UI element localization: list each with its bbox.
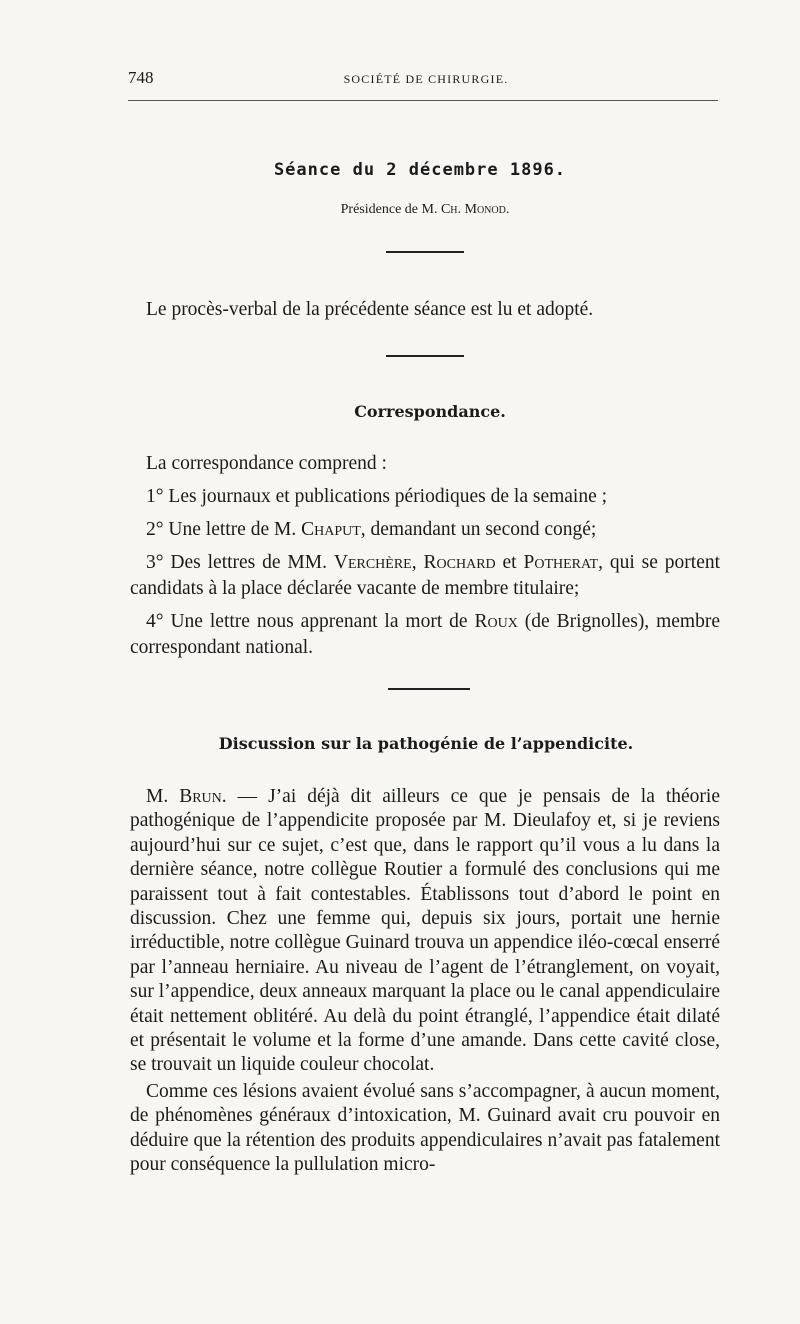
item-3-sep-1: , [411, 552, 424, 573]
separator-rule-3 [388, 688, 470, 690]
president-name: Ch. Monod. [440, 202, 510, 217]
speaker-name: Brun [179, 786, 222, 807]
item-4-suffix: (de Brignolles), membre correspondant national. [130, 611, 720, 658]
item-2-prefix: 2° Une lettre de M. [146, 519, 302, 540]
minutes-text: Le procès-verbal de la précédente séance est lu et adopté. [146, 299, 594, 320]
separator-rule-1 [386, 251, 464, 253]
item-3-name-1: Verchère [333, 552, 412, 573]
page-header [128, 68, 724, 94]
correspondance-block [130, 451, 720, 661]
item-3-prefix: 3° Des lettres de MM. [146, 552, 334, 573]
item-3-suffix: , qui se portent candidats à la place déclarée vacante de membre titulaire; [130, 552, 721, 599]
item-4-prefix: 4° Une lettre nous apprenant la mort de [146, 611, 475, 632]
correspondance-item-4 [130, 609, 720, 661]
correspondance-heading: Correspondance. [354, 402, 506, 421]
separator-rule-2 [386, 355, 464, 357]
header-rule [128, 100, 718, 101]
discussion-heading: Discussion sur la pathogénie de l’appendicite. [218, 734, 634, 753]
item-3-name-3: Potherat [523, 552, 599, 573]
correspondance-intro: La correspondance comprend : [146, 453, 387, 474]
page-number: 748 [128, 68, 154, 87]
item-4-name: Roux [474, 611, 518, 632]
correspondance-item-3 [130, 550, 720, 602]
correspondance-item-1: 1° Les journaux et publications périodiques de la semaine ; [146, 486, 608, 507]
discussion-paragraph-2: Comme ces lésions avaient évolué sans s’accompagner, à aucun moment, de phénomènes généraux d’intoxication, M. Guinard avait cru pouvoir en déduire que la rétention des produits appendiculaires n’avait pas fatalement pour conséquence la pullulation micro- [130, 1080, 720, 1176]
discussion-block [130, 785, 720, 1178]
session-title: Séance du 2 décembre 1896. [273, 160, 567, 180]
item-2-suffix: , demandant un second congé; [360, 519, 597, 540]
speaker-prefix: M. [146, 786, 180, 807]
presidence-prefix: Présidence de M. [340, 202, 441, 217]
item-2-name: Chaput [301, 519, 361, 540]
item-3-sep-2: et [495, 552, 524, 573]
correspondance-item-2 [130, 517, 720, 543]
running-head: SOCIÉTÉ DE CHIRURGIE. [343, 72, 509, 86]
discussion-paragraph-1-text: . — J’ai déjà dit ailleurs ce que je pensais de la théorie pathogénique de l’appendicite proposée par M. Dieulafoy et, si je reviens aujourd’hui sur ce sujet, c’est que, dans le rapport qu’il vous a lu dans la dernière séance, notre collègue Routier a formulé des conclusions qui me paraissent tout à fait contestables. Établissons tout d’abord le point en discussion. Chez une femme qui, depuis six jours, portait une hernie irréductible, notre collègue Guinard trouva un appendice iléo-cœcal enserré par l’anneau herniaire. Au niveau de l’agent de l’étranglement, on voyait, sur l’appendice, deux anneaux marquant la place ou le canal appendiculaire était nettement oblitéré. Au delà du point étranglé, l’appendice était dilaté et présentait le volume et la forme d’une amande. Dans cette cavité close, se trouvait un liquide couleur chocolat. [130, 786, 720, 1076]
item-3-name-2: Rochard [423, 552, 496, 573]
discussion-paragraph-1 [130, 785, 720, 1078]
presidence-line [0, 202, 800, 218]
